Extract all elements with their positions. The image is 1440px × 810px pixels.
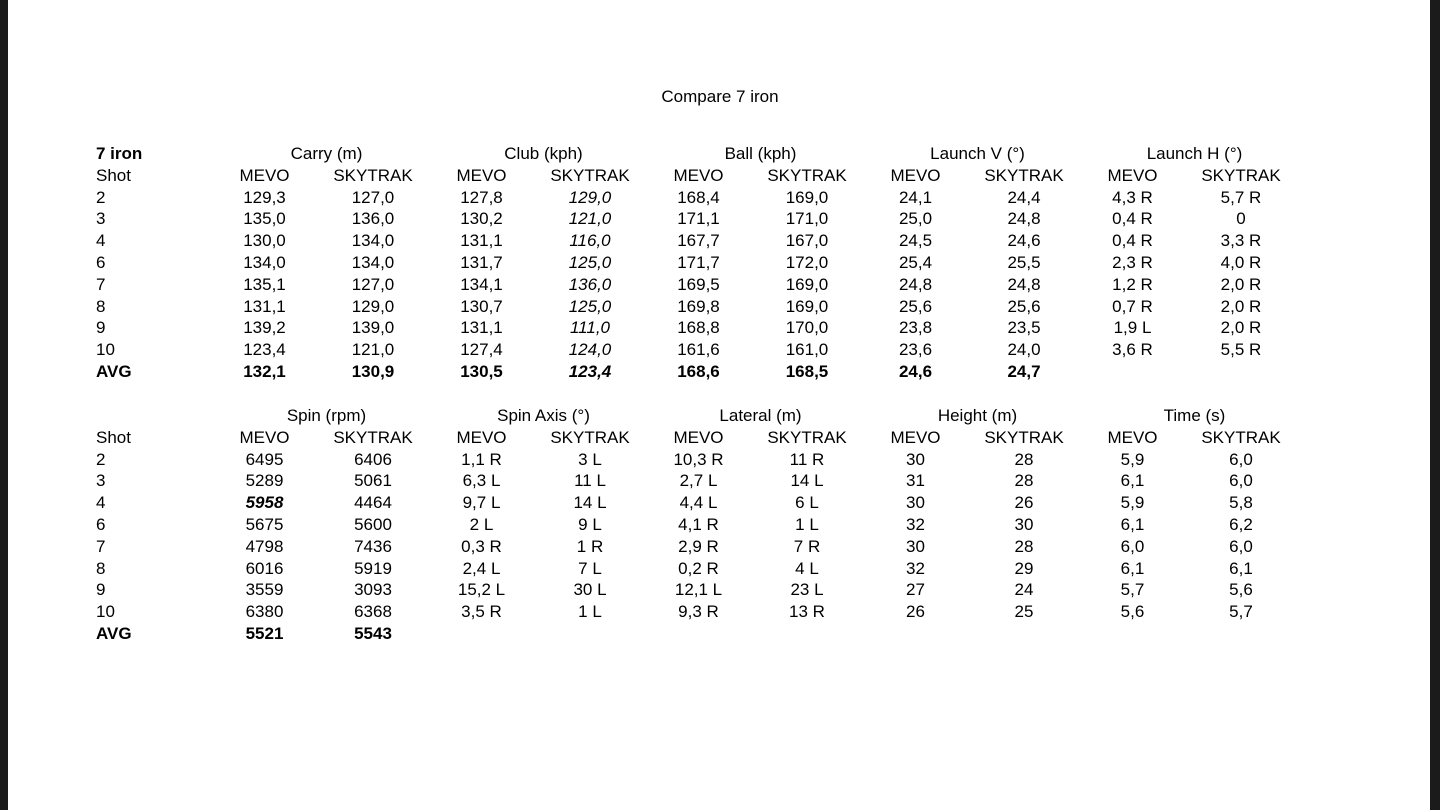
table-cell: 3 L (578, 449, 602, 469)
avg-label: AVG (96, 623, 132, 643)
shot-label: Shot (96, 427, 131, 447)
table-cell: 5,7 R (1220, 187, 1262, 207)
table-cell: 23,5 (1007, 318, 1041, 338)
table-row (96, 252, 1303, 274)
shot-number: 8 (96, 296, 106, 316)
avg-cell: 5521 (245, 623, 284, 643)
table-cell: 2,4 L (462, 558, 501, 578)
table-cell: 6,0 (1229, 449, 1253, 469)
table-cell: 130,0 (243, 231, 286, 251)
column-header: MEVO (890, 165, 941, 185)
table-cell: 4464 (354, 493, 392, 513)
table-cell: 171,0 (785, 209, 829, 229)
avg-cell: 168,5 (785, 361, 829, 381)
column-header: MEVO (456, 165, 507, 185)
table-cell: 9 L (578, 514, 602, 534)
shot-number: 7 (96, 274, 106, 294)
table-cell: 5,7 (1120, 580, 1145, 600)
table-cell: 6016 (245, 558, 284, 578)
table-cell: 1 R (576, 536, 604, 556)
table-cell: 27 (906, 580, 925, 600)
document-title: Compare 7 iron (661, 87, 779, 106)
table-cell: 26 (906, 602, 925, 622)
table-row (96, 296, 1303, 318)
table-cell: 7 R (793, 536, 821, 556)
shot-number: 9 (96, 580, 106, 600)
shot-number: 6 (96, 514, 106, 534)
table-cell: 3,3 R (1220, 231, 1262, 251)
avg-cell: 130,5 (460, 361, 503, 381)
column-header: MEVO (1107, 427, 1158, 447)
table-cell: 131,1 (243, 296, 286, 316)
shot-number: 10 (96, 602, 115, 622)
table-cell: 4,4 L (679, 493, 718, 513)
table-cell: 25,6 (1007, 296, 1041, 316)
group-header: Height (m) (937, 406, 1018, 425)
table-cell: 6,1 (1120, 558, 1145, 578)
table-cell: 4,3 R (1112, 187, 1153, 207)
table-cell: 134,0 (351, 231, 395, 251)
table-cell: 116,0 (569, 231, 611, 251)
column-header: MEVO (673, 165, 724, 185)
table-cell: 2,0 R (1220, 296, 1262, 316)
table-row (96, 317, 1303, 339)
column-header: MEVO (890, 427, 941, 447)
avg-cell (435, 623, 528, 645)
table-cell: 24,5 (898, 231, 933, 251)
table-cell: 5,9 (1120, 493, 1145, 513)
group-header-row (96, 143, 1303, 165)
table-cell: 23,6 (898, 340, 933, 360)
avg-cell (1086, 361, 1179, 383)
table-cell: 0,4 R (1112, 231, 1153, 251)
table-cell: 9,3 R (678, 602, 719, 622)
table-cell: 5600 (354, 514, 392, 534)
table-row (96, 339, 1303, 361)
average-row (96, 623, 1303, 645)
table-cell: 6 L (795, 493, 819, 513)
table-cell: 5,5 R (1220, 340, 1262, 360)
table-row (96, 470, 1303, 492)
table-cell: 130,2 (460, 209, 503, 229)
table-cell: 130,7 (460, 296, 503, 316)
table-cell: 13 R (789, 602, 825, 622)
table-cell: 6,1 (1120, 471, 1145, 491)
table-cell: 127,0 (351, 187, 395, 207)
table-cell: 4 L (795, 558, 819, 578)
table-row (96, 514, 1303, 536)
table-cell: 24,8 (1007, 209, 1041, 229)
table-cell: 136,0 (351, 209, 395, 229)
table-cell: 28 (1014, 536, 1034, 556)
table-cell: 28 (1014, 471, 1034, 491)
table-cell: 7 L (578, 558, 602, 578)
corner-label (96, 405, 218, 427)
table-cell: 6,0 (1229, 471, 1253, 491)
table-cell: 6368 (354, 602, 392, 622)
group-header: Club (kph) (504, 144, 583, 163)
table-cell: 6380 (245, 602, 284, 622)
corner-label: 7 iron (96, 144, 143, 163)
table-cell: 23 L (790, 580, 824, 600)
column-header: SKYTRAK (767, 427, 847, 447)
table-cell: 134,1 (460, 274, 503, 294)
table-cell: 0,2 R (678, 558, 719, 578)
table-cell: 5958 (245, 493, 284, 513)
avg-cell: 5543 (354, 623, 392, 643)
table-cell: 129,3 (243, 187, 286, 207)
table-cell: 127,0 (351, 274, 395, 294)
table-cell: 136,0 (568, 274, 612, 294)
table-cell: 169,8 (677, 296, 720, 316)
table-cell: 25,0 (898, 209, 933, 229)
table-cell: 2,0 R (1220, 318, 1262, 338)
column-header: SKYTRAK (767, 165, 847, 185)
table-cell: 28 (1014, 449, 1034, 469)
table-cell: 168,4 (677, 187, 720, 207)
group-header: Lateral (m) (719, 406, 802, 425)
table-cell: 5,6 (1229, 580, 1253, 600)
avg-cell: 24,6 (898, 361, 933, 381)
table-cell: 134,0 (351, 252, 395, 272)
table-cell: 127,8 (460, 187, 503, 207)
shot-number: 4 (96, 493, 106, 513)
avg-label: AVG (96, 361, 132, 381)
table-cell: 24,6 (1007, 231, 1041, 251)
table-cell: 4,1 R (678, 514, 719, 534)
table-cell: 111,0 (569, 318, 611, 338)
avg-cell: 24,7 (1007, 361, 1041, 381)
table-cell: 169,0 (785, 274, 829, 294)
table-cell: 129,0 (568, 187, 612, 207)
table-cell: 25,4 (898, 252, 933, 272)
table-cell: 12,1 L (674, 580, 723, 600)
table-row (96, 187, 1303, 209)
table-cell: 10,3 R (673, 449, 724, 469)
table-cell: 0,4 R (1112, 209, 1153, 229)
table-cell: 0,3 R (461, 536, 502, 556)
table-cell: 6,3 L (462, 471, 501, 491)
average-row (96, 361, 1303, 383)
avg-cell: 132,1 (243, 361, 286, 381)
table-cell: 161,0 (785, 340, 829, 360)
table-row (96, 449, 1303, 471)
group-header: Launch H (°) (1146, 144, 1243, 163)
table-cell: 11 R (789, 449, 825, 469)
table-cell: 6,0 (1120, 536, 1145, 556)
column-header: SKYTRAK (550, 165, 630, 185)
table-cell: 4,0 R (1220, 252, 1262, 272)
table-row (96, 579, 1303, 601)
table-cell: 24,8 (1007, 274, 1041, 294)
subheader-row (96, 165, 1303, 187)
group-header-row (96, 405, 1303, 427)
table-cell: 30 (1014, 514, 1034, 534)
column-header: SKYTRAK (1201, 427, 1281, 447)
shot-number: 3 (96, 471, 106, 491)
table-cell: 2,7 L (679, 471, 718, 491)
avg-cell (745, 623, 869, 645)
avg-cell: 123,4 (568, 361, 612, 381)
table-cell: 169,5 (677, 274, 720, 294)
table-cell: 32 (906, 558, 925, 578)
table-row (96, 492, 1303, 514)
table-cell: 5919 (354, 558, 392, 578)
table-cell: 6,1 (1120, 514, 1145, 534)
shot-number: 7 (96, 536, 106, 556)
table-cell: 139,0 (351, 318, 395, 338)
table-cell: 29 (1014, 558, 1034, 578)
table-cell: 131,1 (460, 231, 503, 251)
table-cell: 30 (906, 536, 925, 556)
table-cell: 135,1 (243, 274, 286, 294)
table-cell: 6,2 (1229, 514, 1253, 534)
table-cell: 6406 (354, 449, 392, 469)
subheader-row (96, 427, 1303, 449)
table-cell: 32 (906, 514, 925, 534)
avg-cell (869, 623, 962, 645)
table-cell: 30 L (573, 580, 607, 600)
table-cell: 1,1 R (461, 449, 502, 469)
shot-number: 8 (96, 558, 106, 578)
table-cell: 171,1 (677, 209, 720, 229)
table-cell: 25 (1014, 602, 1034, 622)
table-cell: 167,0 (785, 231, 829, 251)
table-cell: 127,4 (460, 340, 503, 360)
table-cell: 15,2 L (457, 580, 506, 600)
table-cell: 169,0 (785, 187, 829, 207)
table-cell: 24 (1014, 580, 1034, 600)
table-cell: 25,6 (898, 296, 933, 316)
column-header: SKYTRAK (333, 165, 413, 185)
table-cell: 14 L (573, 493, 607, 513)
group-header: Ball (kph) (724, 144, 797, 163)
table-cell: 1 L (578, 602, 602, 622)
shot-number: 9 (96, 318, 106, 338)
group-header: Launch V (°) (930, 144, 1025, 163)
avg-cell: 168,6 (677, 361, 720, 381)
shot-number: 6 (96, 252, 106, 272)
table-cell: 2,0 R (1220, 274, 1262, 294)
table-row (96, 536, 1303, 558)
table-cell: 24,0 (1007, 340, 1041, 360)
table-cell: 121,0 (351, 340, 395, 360)
table-cell: 2,9 R (678, 536, 719, 556)
table-cell: 170,0 (785, 318, 829, 338)
table-cell: 5,6 (1120, 602, 1145, 622)
table-cell: 135,0 (243, 209, 286, 229)
shot-number: 10 (96, 340, 115, 360)
shot-number: 2 (96, 187, 106, 207)
table-cell: 5,7 (1229, 602, 1253, 622)
column-header: MEVO (1107, 165, 1158, 185)
table-cell: 6,1 (1229, 558, 1253, 578)
table-cell: 5,9 (1120, 449, 1145, 469)
avg-cell (528, 623, 652, 645)
table-cell: 9,7 L (462, 493, 501, 513)
table-cell: 131,1 (460, 318, 503, 338)
table-cell: 172,0 (785, 252, 829, 272)
table-cell: 2 L (469, 514, 494, 534)
table-cell: 24,1 (898, 187, 933, 207)
table-cell: 1,9 L (1113, 318, 1152, 338)
table-cell: 23,8 (898, 318, 933, 338)
avg-cell (1179, 623, 1303, 645)
table-cell: 124,0 (568, 340, 612, 360)
table-cell: 1,2 R (1112, 274, 1153, 294)
comparison-table-bottom (96, 405, 1303, 645)
avg-cell (1086, 623, 1179, 645)
table-cell: 121,0 (568, 209, 612, 229)
avg-cell: 130,9 (351, 361, 395, 381)
table-cell: 171,7 (677, 252, 720, 272)
table-cell: 26 (1014, 493, 1034, 513)
column-header: MEVO (239, 427, 290, 447)
table-cell: 25,5 (1007, 252, 1041, 272)
table-cell: 0,7 R (1112, 296, 1153, 316)
table-cell: 3559 (245, 580, 284, 600)
table-cell: 2,3 R (1112, 252, 1153, 272)
table-cell: 5289 (245, 471, 284, 491)
table-cell: 24,4 (1007, 187, 1041, 207)
column-header: SKYTRAK (984, 165, 1064, 185)
comparison-table-top (96, 143, 1303, 383)
table-row (96, 601, 1303, 623)
table-cell: 169,0 (785, 296, 829, 316)
column-header: SKYTRAK (984, 427, 1064, 447)
shot-label: Shot (96, 165, 131, 185)
avg-cell (652, 623, 745, 645)
column-header: SKYTRAK (1201, 165, 1281, 185)
column-header: MEVO (673, 427, 724, 447)
table-cell: 31 (906, 471, 925, 491)
column-header: MEVO (239, 165, 290, 185)
table-cell: 6495 (245, 449, 284, 469)
table-cell: 167,7 (677, 231, 720, 251)
table-row (96, 208, 1303, 230)
table-cell: 24,8 (898, 274, 933, 294)
table-cell: 131,7 (460, 252, 503, 272)
group-header: Spin Axis (°) (497, 406, 590, 425)
table-cell: 30 (906, 493, 925, 513)
group-header: Spin (rpm) (286, 406, 367, 425)
table-cell: 6,0 (1229, 536, 1253, 556)
group-header: Time (s) (1163, 406, 1226, 425)
table-cell: 7436 (354, 536, 392, 556)
table-cell: 5675 (245, 514, 284, 534)
table-cell: 5061 (354, 471, 392, 491)
table-cell: 30 (906, 449, 925, 469)
table-cell: 123,4 (243, 340, 286, 360)
column-header: SKYTRAK (333, 427, 413, 447)
column-header: SKYTRAK (550, 427, 630, 447)
table-cell: 139,2 (243, 318, 286, 338)
table-row (96, 274, 1303, 296)
table-cell: 168,8 (677, 318, 720, 338)
table-cell: 129,0 (351, 296, 395, 316)
table-cell: 1 L (795, 514, 819, 534)
table-cell: 11 L (574, 471, 606, 491)
shot-number: 3 (96, 209, 106, 229)
shot-number: 4 (96, 231, 106, 251)
table-row (96, 558, 1303, 580)
column-header: MEVO (456, 427, 507, 447)
table-cell: 14 L (790, 471, 824, 491)
table-cell: 5,8 (1229, 493, 1253, 513)
table-cell: 161,6 (677, 340, 720, 360)
table-cell: 3,5 R (461, 602, 502, 622)
table-cell: 4798 (245, 536, 284, 556)
table-cell: 125,0 (568, 252, 612, 272)
table-cell: 134,0 (243, 252, 286, 272)
table-cell: 0 (1236, 209, 1246, 229)
avg-cell (962, 623, 1086, 645)
table-cell: 3,6 R (1112, 340, 1153, 360)
shot-number: 2 (96, 449, 106, 469)
table-cell: 125,0 (568, 296, 612, 316)
avg-cell (1179, 361, 1303, 383)
group-header: Carry (m) (290, 144, 363, 163)
table-cell: 3093 (354, 580, 392, 600)
table-row (96, 230, 1303, 252)
